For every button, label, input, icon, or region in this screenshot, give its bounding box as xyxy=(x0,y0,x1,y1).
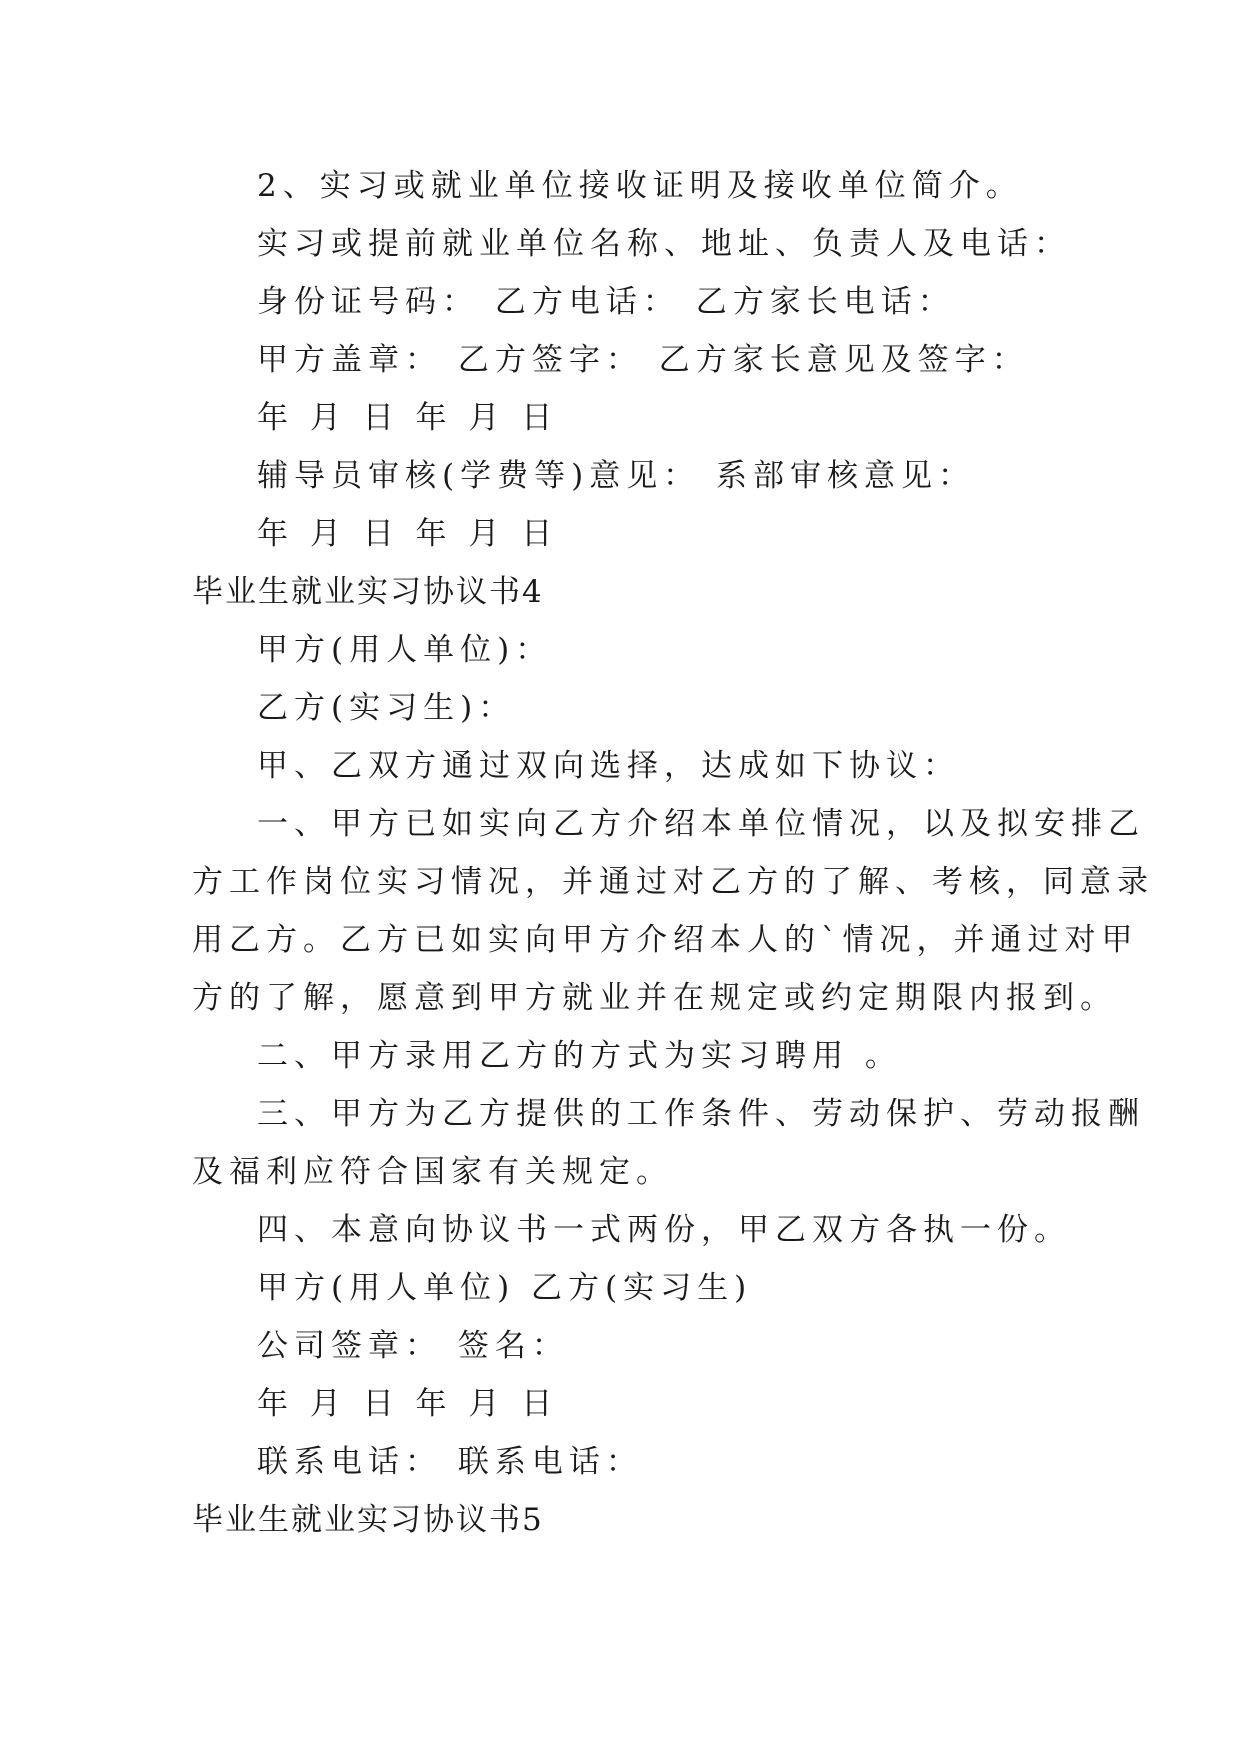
paragraph-line: 方工作岗位实习情况，并通过对乙方的了解、考核，同意录 xyxy=(192,864,1154,900)
paragraph-line: 四、本意向协议书一式两份，甲乙双方各执一份。 xyxy=(257,1212,1071,1248)
paragraph-line: 三、甲方为乙方提供的工作条件、劳动保护、劳动报酬 xyxy=(257,1096,1145,1132)
paragraph-line: 身份证号码： 乙方电话： 乙方家长电话： xyxy=(257,284,955,320)
paragraph-line: 二、甲方录用乙方的方式为实习聘用 。 xyxy=(257,1038,902,1074)
paragraph-line: 辅导员审核(学费等)意见： 系部审核意见： xyxy=(257,458,976,494)
paragraph-line: 公司签章： 签名： xyxy=(257,1328,569,1364)
paragraph-line: 实习或提前就业单位名称、地址、负责人及电话： xyxy=(257,226,1071,262)
paragraph-line: 一、甲方已如实向乙方介绍本单位情况，以及拟安排乙 xyxy=(257,806,1145,842)
section-heading: 毕业生就业实习协议书5 xyxy=(192,1502,544,1538)
paragraph-line: 联系电话： 联系电话： xyxy=(257,1444,643,1480)
paragraph-line: 用乙方。乙方已如实向甲方介绍本人的`情况，并通过对甲 xyxy=(192,922,1139,958)
date-line: 年 月 日 年 月 日 xyxy=(257,1386,559,1422)
paragraph-line: 及福利应符合国家有关规定。 xyxy=(192,1154,673,1190)
paragraph-line: 甲、乙双方通过双向选择，达成如下协议： xyxy=(257,748,960,784)
paragraph-line: 乙方(实习生)： xyxy=(257,690,516,726)
date-line: 年 月 日 年 月 日 xyxy=(257,400,559,436)
paragraph-line: 甲方(用人单位)： xyxy=(257,632,553,668)
paragraph-line: 甲方(用人单位) 乙方(实习生) xyxy=(257,1270,753,1306)
paragraph-line: 甲方盖章： 乙方签字： 乙方家长意见及签字： xyxy=(257,342,1029,378)
paragraph-line: 方的了解，愿意到甲方就业并在规定或约定期限内报到。 xyxy=(192,980,1117,1016)
section-heading: 毕业生就业实习协议书4 xyxy=(192,574,544,610)
paragraph-line: 2、实习或就业单位接收证明及接收单位简介。 xyxy=(257,168,1023,204)
date-line: 年 月 日 年 月 日 xyxy=(257,516,559,552)
